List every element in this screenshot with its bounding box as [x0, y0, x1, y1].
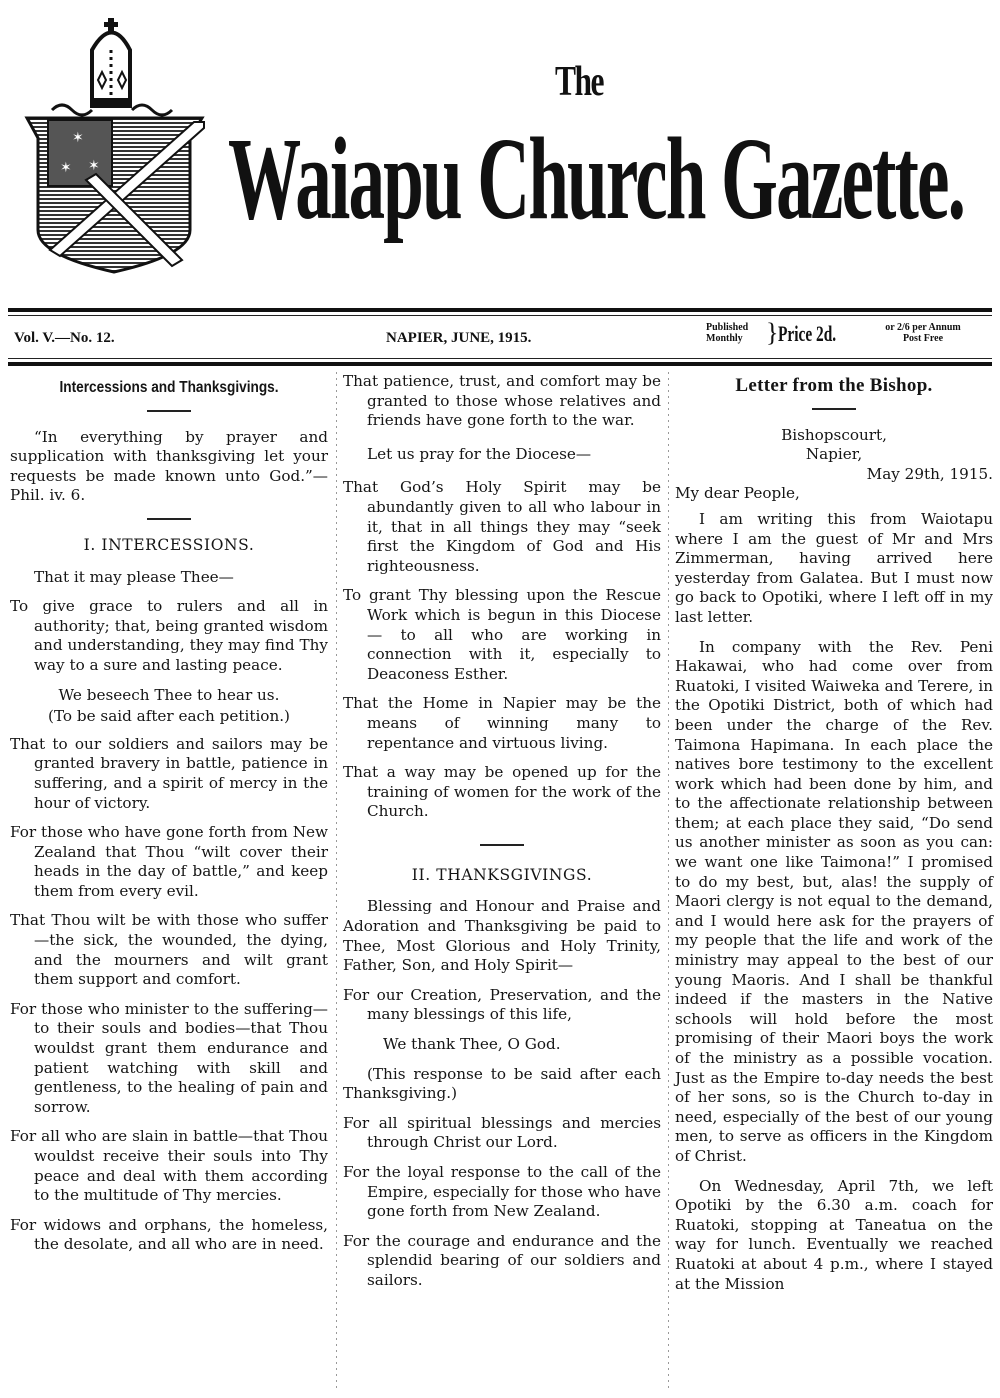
letter-date: May 29th, 1915. — [866, 464, 993, 483]
bottom-rule-thin — [8, 358, 992, 359]
divider — [147, 518, 191, 520]
thanksgiving: For our Creation, Preservation, and the many blessings of this life, — [343, 985, 661, 1024]
article-heading: Intercessions and Thanksgivings. — [59, 379, 279, 396]
thanksgiving: For all spiritual blessings and mercies through Christ our Lord. — [343, 1113, 661, 1152]
publication-title: Waiapu Church Gazette. — [228, 113, 965, 244]
section-heading: I. INTERCESSIONS. — [83, 535, 255, 554]
petition: For all who are slain in battle—that Thou wouldst receive their souls into Thy peace and deal with them according to the multitude of Thy mercies. — [10, 1127, 328, 1205]
petition: To give grace to rulers and all in authority; that, being granted wisdom and understanding, they may find Thy way to a sure and lasting peace. — [10, 597, 328, 674]
diocesan-crest-icon — [12, 10, 212, 280]
intro-line: That it may please Thee— — [34, 567, 234, 586]
petition: For those who minister to the suffering—to their souls and bodies—that Thou wouldst grant them endurance and patient watching with skill and gentleness, to the healing of pain and sorrow. — [10, 999, 328, 1116]
doxology: Blessing and Honour and Praise and Adoration and Thanksgiving be paid to Thee, Most Glorious and Holy Trinity, Father, Son, and Holy Spirit— — [343, 897, 661, 975]
volume-number: Vol. V.—No. 12. — [14, 330, 115, 346]
column-divider — [668, 372, 669, 1392]
response-note: (To be said after each petition.) — [48, 707, 290, 726]
petition: That a way may be opened up for the training of women for the work of the Church. — [343, 763, 661, 821]
response: We beseech Thee to hear us. — [58, 685, 280, 704]
svg-text:✶: ✶ — [88, 158, 100, 174]
column-intercessions-continued — [343, 372, 661, 1301]
article-heading: Letter from the Bishop. — [735, 375, 933, 396]
section-heading: II. THANKSGIVINGS. — [411, 865, 593, 884]
address-line: Napier, — [805, 445, 863, 464]
annual-price-text: or 2/6 per Annum — [885, 322, 961, 333]
post-free-text: Post Free — [902, 333, 944, 344]
response-note: (This response to be said after each Thanksgiving.) — [343, 1064, 661, 1103]
top-rule-thin — [8, 315, 992, 316]
title-prefix: The — [555, 59, 604, 105]
column-bishop-letter — [675, 372, 993, 1304]
petition: That patience, trust, and comfort may be granted to those whose relatives and friends have gone forth to the war. — [343, 372, 661, 430]
petition: That the Home in Napier may be the means of winning many to repentance and virtuous living. — [343, 694, 661, 752]
annual-price — [858, 322, 988, 344]
petition: For those who have gone forth from New Zealand that Thou “wilt cover their heads in the day of battle,” and keep them from every evil. — [10, 823, 328, 900]
salutation: My dear People, — [675, 484, 800, 503]
thanksgiving: For the loyal response to the call of the Empire, especially for those who have gone forth from New Zealand. — [343, 1163, 661, 1221]
column-divider — [336, 372, 337, 1392]
masthead — [0, 0, 1000, 300]
letter-paragraph: I am writing this from Waiotapu where I am the guest of Mr and Mrs Zimmerman, having arrived here yesterday from Galatea. But I must now go back to Opotiki, where I left off in my last letter. — [675, 509, 993, 626]
divider — [812, 408, 856, 410]
dateline: NAPIER, JUNE, 1915. — [386, 330, 532, 346]
column-intercessions — [10, 372, 328, 1265]
petition: For widows and orphans, the homeless, the desolate, and all who are in need. — [10, 1215, 328, 1254]
diocese-intro: Let us pray for the Diocese— — [367, 444, 592, 463]
petition: That God’s Holy Spirit may be abundantly given to all who labour in it, that in all things they may “seek first the Kingdom of God and His righteousness. — [343, 478, 661, 575]
svg-text:✶: ✶ — [72, 130, 84, 146]
divider — [147, 410, 191, 412]
published-monthly: Published Monthly — [706, 322, 749, 344]
letter-paragraph: In company with the Rev. Peni Hakawai, who had come over from Ruatoki, I visited Waiweka and Terere, in the Opotiki District, both of which had been under the charge of the Rev. Taimona Hapimana. In each place the natives bore testimony to the excellent work which had been done by him, and to the affectionate relationship between them; at each place they said, “Do send us another minister as soon as you can: we want one like Taimona!” I promised to do my best, but, alas! the supply of Maori clergy is not equal to the demand, and I would here ask for the prayers of my people that the life and work of the ministry may appeal to the best of our young Maoris. And I shall be thankful indeed if the masters in the Native schools will hold before the most promising of their Maori boys the work of the ministry as a possible vocation. Just as the Empire to-day needs the best of her sons, so is the Church to-day in need, especially of the best of our young men, to serve as officers in the Kingdom of Christ. — [675, 637, 993, 1165]
petition: That to our soldiers and sailors may be granted bravery in battle, patience in suffering, and a spirit of mercy in the hour of victory. — [10, 734, 328, 812]
issue-banner — [0, 318, 1000, 358]
petition: To grant Thy blessing upon the Rescue Work which is begun in this Diocese — to all who are working in connection with it, especially to Deaconess Esther. — [343, 586, 661, 683]
price: Price 2d. — [778, 321, 837, 346]
address-line: Bishopscourt, — [781, 425, 887, 444]
thanksgiving: For the courage and endurance and the splendid bearing of our soldiers and sailors. — [343, 1231, 661, 1289]
svg-text:✶: ✶ — [60, 160, 72, 176]
letter-paragraph: On Wednesday, April 7th, we left Opotiki by the 6.30 a.m. coach for Ruatoki, stopping at Taneatua on the way for lunch. Eventually we reached Ruatoki at about 4 p.m., where I stayed at the Mission — [675, 1176, 993, 1293]
response: We thank Thee, O God. — [383, 1035, 561, 1054]
epigraph: “In everything by prayer and supplication with thanksgiving let your requests be made known unto God.”—Phil. iv. 6. — [10, 427, 328, 505]
brace-icon: } — [766, 318, 779, 347]
top-rule — [8, 308, 992, 312]
divider — [480, 844, 524, 846]
petition: That Thou wilt be with those who suffer—the sick, the wounded, the dying, and the mourners and wilt grant them support and comfort. — [10, 911, 328, 989]
bottom-rule — [8, 362, 992, 366]
